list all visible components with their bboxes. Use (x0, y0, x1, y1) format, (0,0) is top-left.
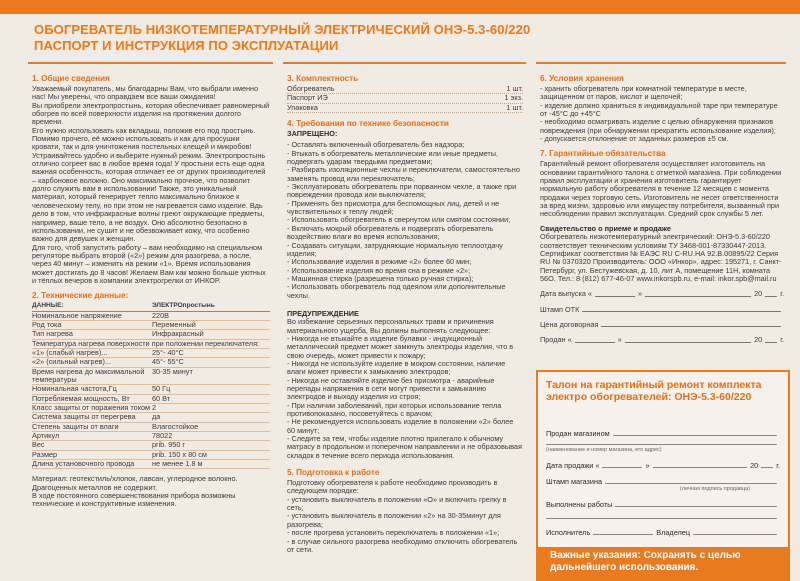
spec-value: 60 Вт (152, 393, 171, 403)
spec-value: 50 Гц (152, 384, 171, 394)
spec-key: «1» (слабый нагрев)... (32, 347, 108, 357)
spec-value: 45°- 55°С (152, 357, 184, 367)
warning-item: - Не рекомендуется использовать изделие в положении «2» более 60 минут; (287, 417, 514, 435)
paragraph: Уважаемый покупатель, мы благодарны Вам, что выбрали именно нас! Мы уверены, что оправдаем все ваши ожидания! (32, 84, 259, 102)
warning-item: - Никогда не втыкайте в изделие булавки - индукционный металлический предмет может замкнуть электроды изделия, что в свою очередь, может привести к пожару; (287, 333, 514, 360)
rule: - Использование изделия в режиме «2» более 60 мин; (287, 257, 472, 267)
warning-item: - При наличии заболеваний, при которых использование тепла противопоказано, посоветуйтесь с врачом; (287, 400, 502, 419)
coupon-works-label: Выполнены работы (546, 500, 613, 509)
warning-item: - Следите за тем, чтобы изделие плотно прилегало к обычному матрасу в продольном и поперечном направлении и не образовывая складок в течение всего периода использования. (287, 434, 522, 460)
spec-header-value: ЭЛЕКТРОпростынь (152, 302, 215, 310)
spec-value: prib. 150 х 80 см (152, 449, 207, 459)
rule: - Применять без присмотра для беспомощных лиц, детей и не чувствительных к теплу людей; (287, 198, 500, 217)
spec-value: 25°- 40°С (152, 347, 184, 357)
section-3-heading: 3. Комплектность (287, 74, 359, 83)
divider (28, 62, 273, 64)
prep-item: - после прогрева установить переключатель в положении «1»; (287, 528, 500, 538)
top-orange-bar (0, 0, 800, 14)
warning-heading: ПРЕДУПРЕЖДЕНИЕ (287, 308, 359, 318)
spec-key: Длина установочного провода (32, 459, 135, 469)
warranty-text: Гарантийный ремонт обогревателя осуществляет изготовитель на основании гарантийного талона с отметкой магазина. При соблюдении правил эксплуатации и хранения изготовитель гарантирует нормальную работу обогревателя в течение 12 месяцев с момента продажи через торговую сеть. Изготовитель не несет ответственности за вред жизни, здоровью или имуществу потребителя, вызванный при несоблюдении правил эксплуатации. Средний срок службы 5 лет. (540, 159, 782, 219)
divider (536, 62, 786, 64)
spec-value: prib. 950 г (152, 440, 186, 450)
spec-row (32, 432, 270, 441)
otk-stamp-field (540, 306, 784, 314)
prep-item: - установить выключатель в положении «2» на 30-35минут для разогрева; (287, 511, 501, 529)
rule: - Использовать обогреватель под одеялом или дополнительные чехлы. (287, 282, 506, 300)
spec-key: «2» (сильный нагрев)... (32, 357, 112, 367)
spec-key: Тип нагрева (32, 329, 73, 339)
title-line-1: ОБОГРЕВАТЕЛЬ НИЗКОТЕМПЕРАТУРНЫЙ ЭЛЕКТРИЧЕСКИЙ ОНЭ-5.3-60/220 (34, 22, 531, 37)
spec-key: Класс защиты от поражения током (32, 403, 151, 413)
spec-row (32, 460, 270, 469)
spec-key: Артикул (32, 431, 60, 441)
spec-key: Степень защиты от влаги (32, 421, 119, 431)
spec-key: Температура нагрева поверхности при положении переключателя: (32, 338, 260, 348)
spec-key: Размер (32, 449, 58, 459)
warning-intro: Во избежание серьезных персональных травм и причинения материального ущерба, Вы должны выполнять следующее: (287, 317, 494, 335)
prep-item: Подготовку обогревателя к работе необходимо производить в следующем порядке: (287, 478, 498, 496)
rule: - Включать мокрый обогреватель и подвергать обогреватель воздействию влаги во время использования; (287, 223, 494, 242)
spec-value: Влагостойкое (152, 421, 199, 431)
kit-qty: 1 шт. (506, 102, 523, 112)
coupon-signatures (546, 521, 780, 537)
column-3 (540, 74, 784, 345)
warning-item: - Никогда не оставляйте изделие без присмотра - аварийные перепады напряжения в сети могут привести к замыканию электродов и выходу изделия из строя; (287, 375, 495, 402)
certificate-text: Обогреватель низкотемпературный электрический: ОНЭ-5.3-60/220 соответствует техническим условиям ТУ 3468-001-87330447-2013. Сертификат соответствия № ЕАЭС RU С-RU.НА 92.В.00895/22 Серия RU № 0370320 Производитель: ООО «Инкор», адрес: 195271, г. Санкт-Петербург, ул. Бестужевская, д. 10, лит А, помещение 11Н, комната 56О. Тел.: 8 (812) 677-46-07 www.inkorspb.ru, e-mail: inkor.spb@mail.ru (540, 232, 782, 283)
coupon-date-field: Дата продажи « » 20 г. (546, 461, 780, 470)
important-notice: Важные указания: Сохранять с целью дальнейшего использования. (536, 548, 790, 581)
prep-item: - установить выключатель в положении «О» и включить грелку в сеть; (287, 494, 507, 513)
coupon-sign-hint: (личная подпись продавца) (679, 486, 750, 492)
spec-row (32, 368, 270, 386)
spec-value: Переменный (152, 319, 196, 329)
sold-label: Продан « (540, 335, 572, 345)
spec-value: 220В (152, 310, 170, 320)
coupon-shop-field (546, 422, 780, 438)
paragraph: Материал: геотекстиль/хлопок, лавсан, углеродное волокно. (32, 474, 238, 484)
spec-row (32, 423, 270, 432)
certificate-heading: Свидетельство о приеме и продаже (540, 223, 671, 233)
column-2 (287, 74, 523, 554)
warranty-coupon (536, 370, 790, 549)
spec-value: 78022 (152, 431, 173, 441)
spec-row (32, 441, 270, 450)
coupon-stamp-label: Штамп магазина (546, 477, 603, 486)
section-1-heading: 1. Общие сведения (32, 74, 110, 83)
storage-item: - допускается отклонение от заданных размеров ±5 см. (540, 134, 729, 144)
paragraph: Драгоценных металлов не содержит. (32, 482, 158, 492)
coupon-shop-label: Продан магазином (546, 429, 610, 438)
paragraph: В ходе постоянного совершенствования прибора возможны технические и конструктивные изменения. (32, 491, 236, 509)
section-6-heading: 6. Условия хранения (540, 74, 624, 83)
price-field (540, 321, 784, 329)
section-2-heading: 2. Технические данные: (32, 291, 129, 301)
storage-item: - необходимо осматривать изделие с целью обнаружения признаков повреждения (при обнаружении прекратить использование изделия); (540, 117, 776, 135)
release-date-label: Дата выпуска « (540, 289, 592, 299)
paragraph: Его нужно использовать как вкладыш, положив его под простынь. (32, 125, 256, 135)
spec-key: Потребляемая мощность, Вт (32, 393, 130, 403)
kit-item: Обогреватель (287, 84, 335, 93)
spec-value: 30-35 минут (152, 366, 193, 376)
coupon-owner-label: Владелец (656, 528, 691, 537)
kit-item: Упаковка (287, 102, 318, 112)
coupon-works-field (546, 493, 780, 509)
coupon-executor-label: Исполнитель (546, 528, 591, 537)
storage-item: - хранить обогреватель при комнатной температуре в месте, защищенном от паров, кислот и щелочей; (540, 84, 747, 102)
rule: - Эксплуатировать обогреватель при порванном чехле, а также при повреждении провода или выключателя; (287, 182, 517, 200)
prep-item: - в случае сильного разогрева необходимо отключить обогреватель от сети. (287, 536, 518, 554)
section-7-heading: 7. Гарантийные обязательства (540, 149, 666, 159)
spec-table (32, 312, 270, 470)
spec-key: Род тока (32, 319, 62, 329)
forbidden-label: ЗАПРЕЩЕНО: (287, 129, 338, 139)
coupon-shop-hint: (наименование и номер магазина, его адрес) (546, 447, 662, 453)
title-line-2: ПАСПОРТ И ИНСТРУКЦИЯ ПО ЭКСПЛУАТАЦИИ (34, 38, 339, 53)
coupon-body (546, 422, 780, 537)
storage-item: - изделие должно храниться в индивидуальной таре при температуре от -45°С до +45°С (540, 100, 778, 119)
coupon-title: Талон на гарантийный ремонт комплекта электро обогревателей: ОНЭ-5.3-60/220 (546, 379, 762, 403)
section-5-heading: 5. Подготовка к работе (287, 468, 380, 478)
spec-value: 2 (152, 403, 157, 413)
rule: - Создавать ситуации, затрудняющие нормальную теплоотдачу изделия; (287, 240, 503, 258)
spec-key: Время нагрева до максимальной температуры (32, 366, 145, 384)
rule: - Использование изделия во время сна в режиме «2»; (287, 265, 471, 275)
rule: - Использовать обогреватель в свернутом или смятом состоянии; (287, 215, 511, 225)
spec-row (32, 312, 270, 321)
paragraph: Помимо прочего, её можно использовать и как для просушки кровати, так и для уничтожения постельных клещей и микробов! (32, 134, 252, 152)
paragraph: Устраивайтесь удобно и выберите нужный режим. Электропростынь отлично согреет вас в любое время года! У простыни есть еще одна важная особенность, которая отличает ее от других производителей – карбоновое волокно. Оно максимально прочное, что позволит долго служить вам в использовании! Также, это уникальный материал, который генерирует тепло максимально близкое к человеческому телу, но при этом не нагревается само изделие. Вдь дело в том, что инфракрасные волны греют окружающие предметы, например, ваше тело, а не воздух. Оно абсолютно безопасно в использовании, не сушит и не обезвоживает кожу, что особенно важно для девушек и женщин. (32, 150, 266, 244)
paragraph: Для того, чтоб запустить работу – вам необходимо на специальном регуляторе выбрать второй («2») режим для разогрева, а после, через 40 минут – изменить на режим «1». Время использования может достигать до 8 часов! Желаем Вам как можно больше уютных и тёплых вечеров в компании электрогрелки от ИНКОР. (32, 242, 266, 285)
spec-key: Номинальное напряжение (32, 310, 122, 320)
spec-key: Номинальная частота,Гц (32, 384, 117, 394)
coupon-stamp-field (546, 470, 780, 486)
spec-key: Система защиты от перегрева (32, 412, 136, 422)
spec-key: Вес (32, 440, 45, 450)
warning-item: - Никогда не используйте изделие в мокром состоянии, наличие влаги может привести к замыканию электродов; (287, 358, 506, 377)
sold-date-field: Продан « » 20 г. (540, 335, 784, 345)
spec-value: Инфракрасный (152, 329, 204, 339)
rule: - Втыкать в обогреватель металлические или иные предметы, подвергать ударам твердыми предметами; (287, 148, 499, 167)
document-title (34, 22, 530, 54)
kit-row (287, 94, 523, 103)
spec-value: не менее 1.8 м (152, 459, 203, 469)
price-label: Цена договорная (540, 319, 599, 329)
rule: - Разбирать изоляционные чехлы и переключатели, самостоятельно заменять провод или переключатель; (287, 165, 520, 183)
section-4-heading: 4. Требования по технике безопасности (287, 119, 449, 129)
rule: - Машинная стирка (разрешена только ручная стирка); (287, 273, 474, 283)
spec-value: да (152, 412, 161, 422)
otk-stamp-label: Штамп ОТК (540, 304, 580, 314)
kit-row (287, 104, 523, 113)
paragraph: Вы приобрели электропростынь, которая обеспечивает равномерный обогрев по всей поверхности изделия на протяжении долгого времени. (32, 100, 270, 127)
rule: - Оставлять включенный обогреватель без надзора; (287, 140, 465, 150)
spec-header-key: ДАННЫЕ: (32, 302, 64, 310)
column-1 (32, 74, 270, 509)
divider (283, 62, 526, 64)
kit-qty: 1 шт. (506, 84, 523, 93)
kit-qty: 1 экз. (504, 93, 523, 103)
coupon-date-label: Дата продажи « (546, 461, 600, 470)
release-date-field: Дата выпуска « » 20 г. (540, 289, 784, 299)
kit-item: Паспорт ИЭ (287, 93, 328, 103)
